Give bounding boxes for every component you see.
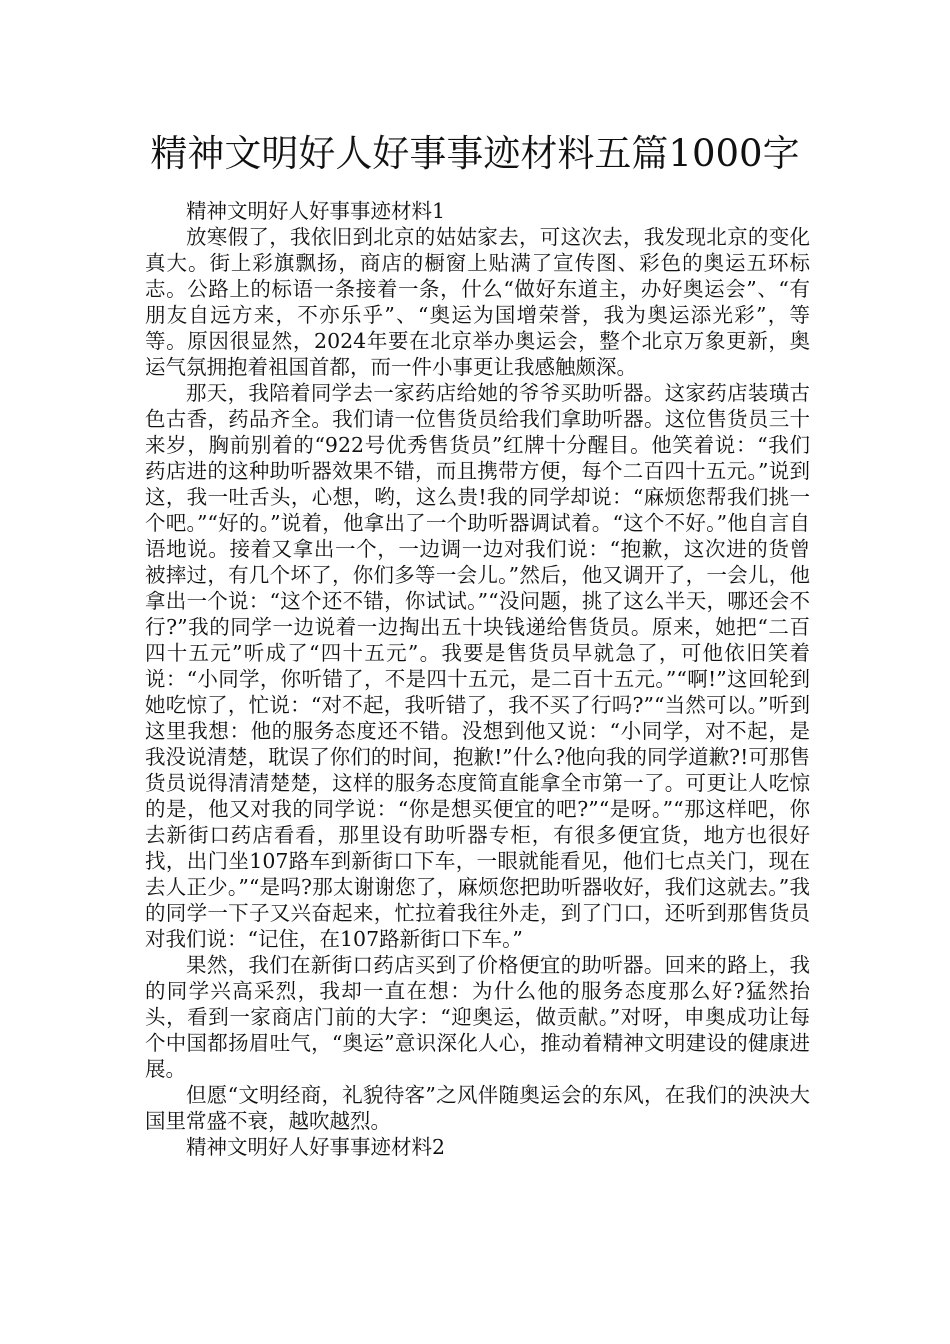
paragraph-4: 但愿“文明经商，礼貌待客”之风伴随奥运会的东风，在我们的泱泱大国里常盛不衰，越吹越烈。 xyxy=(145,1083,810,1133)
section-heading-1: 精神文明好人好事事迹材料1 xyxy=(186,199,446,223)
section-heading-2: 精神文明好人好事事迹材料2 xyxy=(186,1135,446,1159)
paragraph-3: 果然，我们在新街口药店买到了价格便宜的助听器。回来的路上，我的同学兴高采烈，我却一直在想：为什么他的服务态度那么好?猛然抬头，看到一家商店门前的大字：“迎奥运，做贡献。”对呀，申奥成功让每个中国都扬眉吐气，“奥运”意识深化人心，推动着精神文明建设的健康进展。 xyxy=(145,953,810,1081)
document-title: 精神文明好人好事事迹材料五篇1000字 xyxy=(150,132,800,175)
paragraph-2: 那天，我陪着同学去一家药店给她的爷爷买助听器。这家药店装璜古色古香，药品齐全。我们请一位售货员给我们拿助听器。这位售货员三十来岁，胸前别着的“922号优秀售货员”红牌十分醒目。他笑着说：“我们药店进的这种助听器效果不错，而且携带方便，每个二百四十五元。”说到这，我一吐舌头，心想，哟，这么贵!我的同学却说：“麻烦您帮我们挑一个吧。”“好的。”说着，他拿出了一个助听器调试着。“这个不好。”他自言自语地说。接着又拿出一个，一边调一边对我们说：“抱歉，这次进的货曾被摔过，有几个坏了，你们多等一会儿。”然后，他又调开了，一会儿，他拿出一个说：“这个还不错，你试试。”“没问题，挑了这么半天，哪还会不行?”我的同学一边说着一边掏出五十块钱递给售货员。原来，她把“二百四十五元”听成了“四十五元”。我要是售货员早就急了，可他依旧笑着说：“小同学，你听错了，不是四十五元，是二百十五元。”“啊!”这回轮到她吃惊了，忙说：“对不起，我听错了，我不买了行吗?”“当然可以。”听到这里我想：他的服务态度还不错。没想到他又说：“小同学，对不起，是我没说清楚，耽误了你们的时间，抱歉!”什么?他向我的同学道歉?!可那售货员说得清清楚楚，这样的服务态度简直能拿全市第一了。可更让人吃惊的是，他又对我的同学说：“你是想买便宜的吧?”“是呀。”“那这样吧，你去新街口药店看看，那里设有助听器专柜，有很多便宜货，地方也很好找，出门坐107路车到新街口下车，一眼就能看见，他们七点关门，现在去人正少。”“是吗?那太谢谢您了，麻烦您把助听器收好，我们这就去。”我的同学一下子又兴奋起来，忙拉着我往外走，到了门口，还听到那售货员对我们说：“记住，在107路新街口下车。” xyxy=(145,381,810,951)
paragraph-1: 放寒假了，我依旧到北京的姑姑家去，可这次去，我发现北京的变化真大。街上彩旗飘扬，商店的橱窗上贴满了宣传图、彩色的奥运五环标志。公路上的标语一条接着一条，什么“做好东道主，办好奥运会”、“有朋友自远方来，不亦乐乎”、“奥运为国增荣誉，我为奥运添光彩”，等等。原因很显然，2024年要在北京举办奥运会，整个北京万象更新，奥运气氛拥抱着祖国首都，而一件小事更让我感触颇深。 xyxy=(145,225,810,379)
document-body xyxy=(145,198,810,1160)
